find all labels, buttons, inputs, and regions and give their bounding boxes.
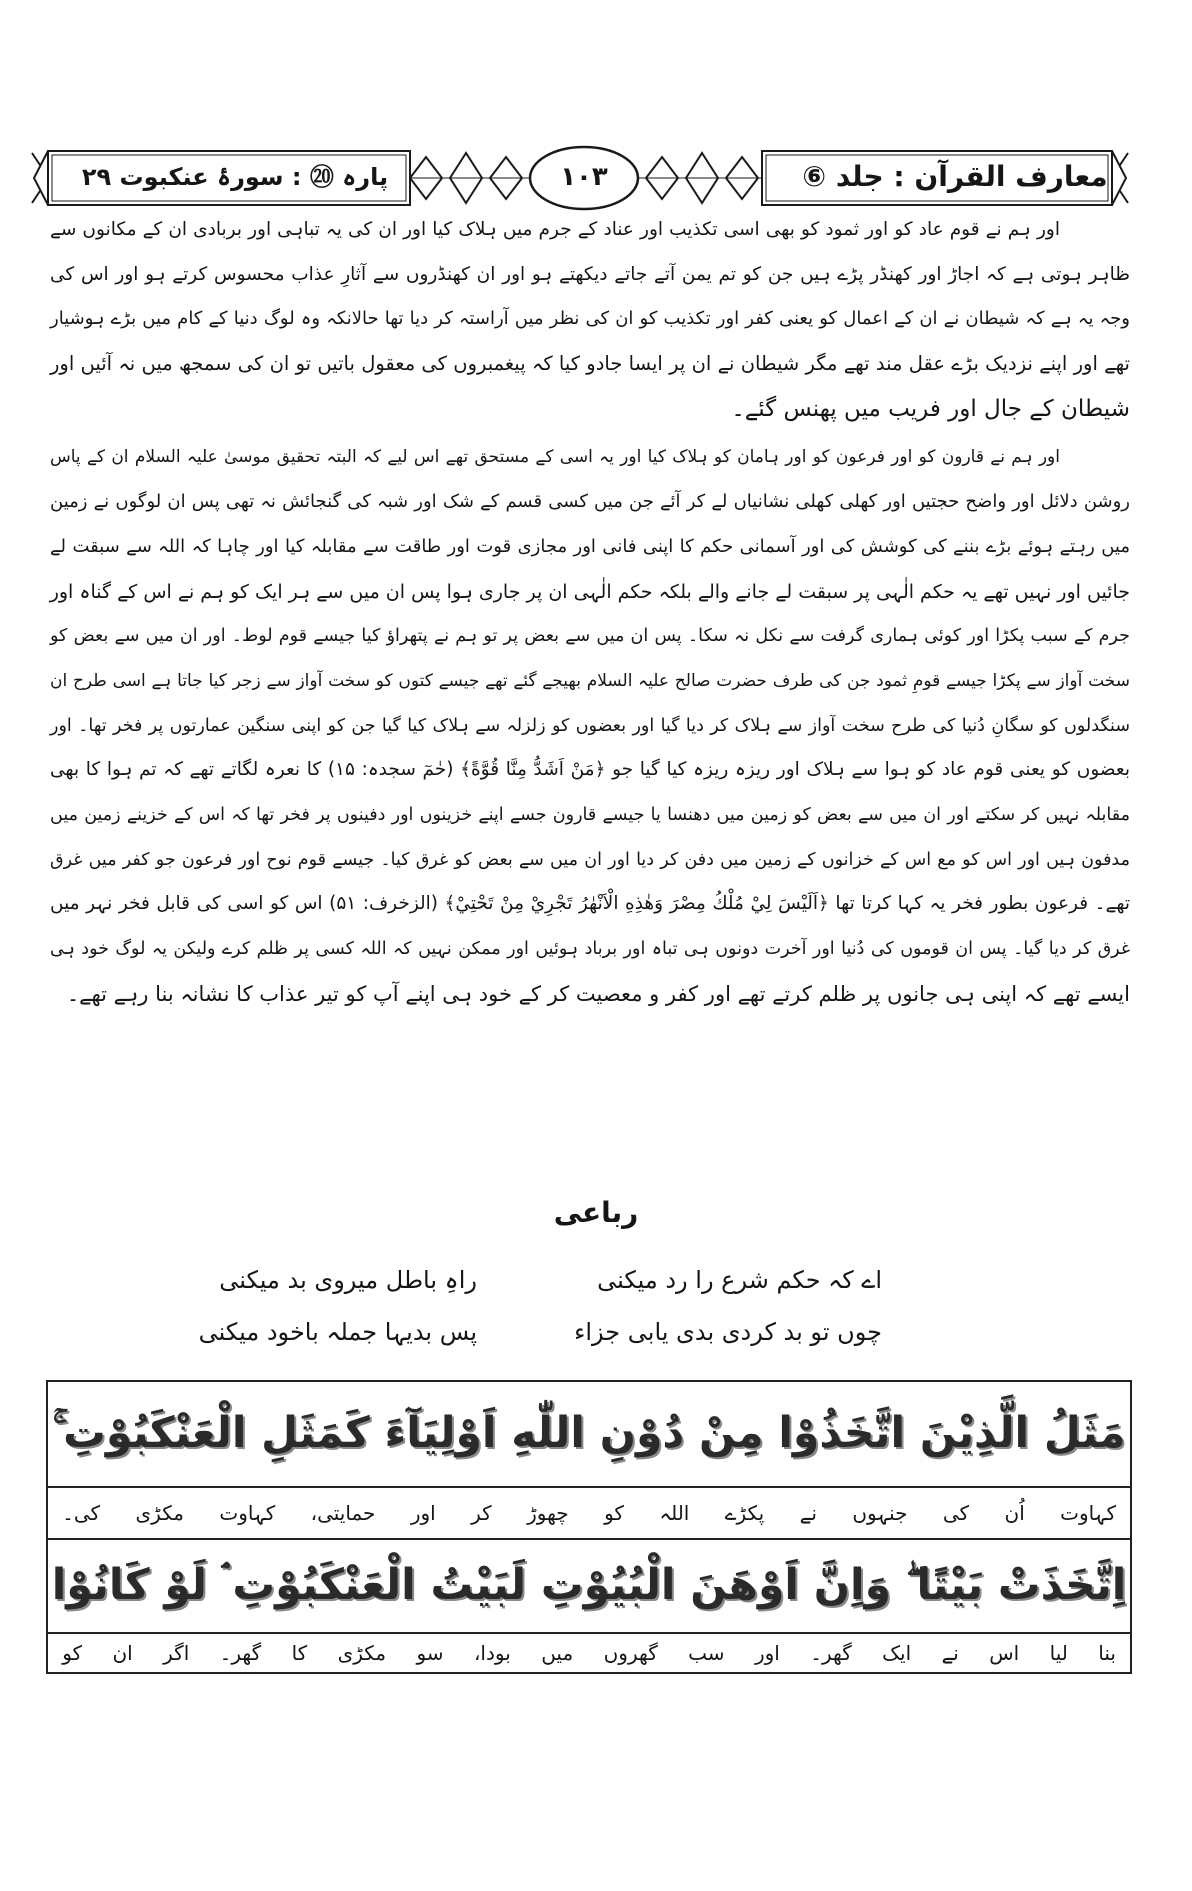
text-line: اور ہم نے قوم عاد کو اور ثمود کو بھی اسی تکذیب اور عناد کے جرم میں ہلاک کیا اور ان کی یہ تباہی اور بربادی ان کے مکانوں سے <box>50 219 1060 240</box>
translation-word: کو <box>62 1641 83 1665</box>
text-line: بعضوں کو یعنی قوم عاد کو ہوا سے ہلاک اور ریزہ ریزہ کیا گیا جو ﴿مَنْ اَشَدُّ مِنَّا قُوَّةً﴾ (حٰمٓ سجدہ: ۱۵) کا نعرہ لگاتے تھے کہ تم ہوا کا بھی <box>50 759 1130 781</box>
rubai-line: راہِ باطل میروی بد میکنی <box>219 1266 477 1294</box>
translation-word: کہاوت <box>219 1501 276 1525</box>
translation-word: کر <box>471 1501 492 1525</box>
text-line: ایسے تھے کہ اپنی ہی جانوں پر ظلم کرتے تھے اور کفر و معصیت کر کے خود ہی اپنے آپ کو تیر عذاب کا نشانہ بنا رہے تھے۔ <box>66 981 1130 1006</box>
book-title: معارف القرآن : جلد ⑥ <box>802 160 1108 193</box>
text-line: شیطان کے جال اور فریب میں پھنس گئے۔ <box>731 395 1130 422</box>
text-line: ظاہر ہوتی ہے کہ اجاڑ اور کھنڈر پڑے ہیں جن کو تم یمن آتے جاتے دیکھتے ہو اور ان کھنڈروں سے آثارِ عذاب محسوس کرتے ہو اور اس کی <box>50 263 1130 285</box>
translation-word: ان <box>112 1641 133 1665</box>
page-number: ١٠٣ <box>560 162 608 192</box>
translation-word: مکڑی <box>337 1641 387 1665</box>
translation-word: اللہ <box>659 1501 690 1525</box>
verse-translation <box>48 1634 1130 1672</box>
translation-word: اس <box>989 1641 1020 1665</box>
translation-word: نے <box>799 1501 817 1525</box>
page-header <box>30 145 1130 211</box>
translation-word: اور <box>410 1501 436 1525</box>
translation-word: کی <box>942 1501 970 1525</box>
quran-verse-box <box>46 1380 1132 1674</box>
text-line: اور ہم نے قارون کو اور فرعون کو اور ہامان کو ہلاک کیا اور یہ اسی کے مستحق تھے اس لیے کہ البتہ تحقیق موسیٰ علیہ السلام ان کے پاس <box>50 447 1060 468</box>
translation-word: حمایتی، <box>310 1501 376 1525</box>
text-line: سخت آواز سے پکڑا جیسے قومِ ثمود جن کی طرف حضرت صالح علیہ السلام بھیجے گئے تھے جیسے کتوں کو سخت آواز سے زجر کیا جاتا ہے اسی طرح ان <box>50 670 1130 691</box>
text-line: جرم کے سبب پکڑا اور کوئی ہماری گرفت سے نکل نہ سکا۔ پس ان میں سے بعض پر تو ہم نے پتھراؤ کیا جیسے قوم لوط۔ اور ان میں سے بعض کو <box>50 626 1130 647</box>
text-line: غرق کر دیا گیا۔ پس ان قوموں کی دُنیا اور آخرت دونوں ہی تباہ اور برباد ہوئیں اور ممکن نہیں کہ اللہ کسی پر ظلم کرے ولیکن یہ لوگ خود ہی <box>50 939 1130 959</box>
translation-word: گھر۔ <box>219 1641 262 1665</box>
translation-word: لیا <box>1049 1641 1068 1665</box>
quran-verse: مَثَلُ الَّذِيْنَ اتَّخَذُوْا مِنْ دُوْنِ اللّٰهِ اَوْلِيَآءَ كَمَثَلِ الْعَنْكَبُوْتِ ۚ <box>52 1409 1126 1458</box>
quran-verse: اِتَّخَذَتْ بَيْتًا ۖ وَاِنَّ اَوْهَنَ الْبُيُوْتِ لَبَيْتُ الْعَنْكَبُوْتِ ۘ لَوْ كَانُوْا <box>51 1561 1127 1610</box>
text-line: میں رہتے ہوئے بڑے بننے کی کوشش کی اور آسمانی حکم کا اپنی فانی اور مجازی قوت اور طاقت سے مقابلہ کیا اور چاہا کہ اللہ سے سبقت لے <box>50 535 1130 557</box>
text-line: وجہ یہ ہے کہ شیطان نے ان کے اعمال کو یعنی کفر اور تکذیب کو ان کی نظر میں آراستہ کر دیا تھا حالانکہ وہ لوگ دنیا کے کام میں بڑے ہوشیار <box>50 308 1130 330</box>
translation-word: کو <box>604 1501 624 1525</box>
translation-word: نے <box>941 1641 959 1665</box>
rubai-line: اے کہ حکم شرع را رد میکنی <box>597 1266 882 1294</box>
translation-word: سو <box>416 1641 444 1665</box>
chapter-label: پارہ ⑳ : سورۂ عنکبوت ۲۹ <box>81 163 389 191</box>
rubai-line: چوں تو بد کردی بدی یابی جزاء <box>574 1318 882 1346</box>
translation-word: کی۔ <box>62 1501 101 1525</box>
translation-word: کہاوت <box>1060 1501 1116 1525</box>
translation-word: اگر <box>163 1641 190 1665</box>
translation-word: کا <box>291 1641 308 1665</box>
commentary-text <box>50 208 1130 1016</box>
text-line: تھے اور اپنے نزدیک بڑے عقل مند تھے مگر شیطان نے ان پر ایسا جادو کیا کہ پیغمبروں کی معقول باتیں تو ان کی سمجھ میں نہ آئیں اور <box>50 352 1130 376</box>
translation-word: گھروں <box>603 1641 658 1665</box>
text-line: مدفون ہیں اور اس کو مع اس کے خزانوں کے زمین میں دفن کر دیا اور ان میں سے بعض کو غرق کیا۔ جیسے قوم نوح اور فرعون جو کفر میں غرق <box>50 849 1130 870</box>
text-line: تھے۔ فرعون بطور فخر یہ کہا کرتا تھا ﴿اَلَيْسَ لِيْ مُلْكُ مِصْرَ وَهٰذِهِ الْاَنْهٰرُ تَجْرِيْ مِنْ تَحْتِيْ﴾ (الزخرف: ۵۱) اس کو اسی کی قابل فخر نہر میں <box>50 893 1131 915</box>
translation-word: بودا، <box>473 1641 511 1665</box>
text-line: روشن دلائل اور واضح حجتیں اور کھلی کھلی نشانیاں لے کر آئے جن میں کسی قسم کے شک اور شبہ کی گنجائش نہ تھی پس ان لوگوں نے زمین <box>50 491 1130 513</box>
text-line: جائیں اور نہیں تھے یہ حکم الٰہی پر سبقت لے جانے والے بلکہ حکم الٰہی ان پر جاری ہوا پس ان میں سے ہر ایک کو ہم نے اس کے گناہ اور <box>49 580 1130 603</box>
text-line: مقابلہ نہیں کر سکتے اور ان میں سے بعض کو زمین میں دھنسا یا جیسے قارون جسے اپنے خزینوں اور دفینوں پر فخر تھا کہ اس کے خزینے زمین میں <box>50 804 1130 825</box>
rubai-heading: رباعی <box>553 1196 639 1229</box>
translation-word: سب <box>688 1641 725 1665</box>
translation-word: میں <box>541 1641 574 1665</box>
verse-translation <box>48 1488 1130 1538</box>
translation-word: چھوڑ <box>527 1501 569 1525</box>
translation-word: پکڑے <box>724 1501 765 1525</box>
translation-word: ایک <box>882 1641 912 1665</box>
translation-word: مکڑی <box>135 1501 184 1525</box>
rubai-line: پس بدیہا جملہ باخود میکنی <box>198 1318 477 1346</box>
text-line: سنگدلوں کو سگانِ دُنیا کی طرح سخت آواز سے ہلاک کر دیا گیا اور بعضوں کو زلزلہ سے ہلاک کیا گیا جن کو اپنی سنگین عمارتوں پر فخر تھا۔ اور <box>50 715 1130 736</box>
translation-word: بنا <box>1098 1641 1116 1665</box>
translation-word: اُن <box>1004 1501 1025 1525</box>
translation-word: اور <box>754 1641 780 1665</box>
translation-word: جنہوں <box>852 1501 908 1525</box>
translation-word: گھر۔ <box>810 1641 852 1665</box>
